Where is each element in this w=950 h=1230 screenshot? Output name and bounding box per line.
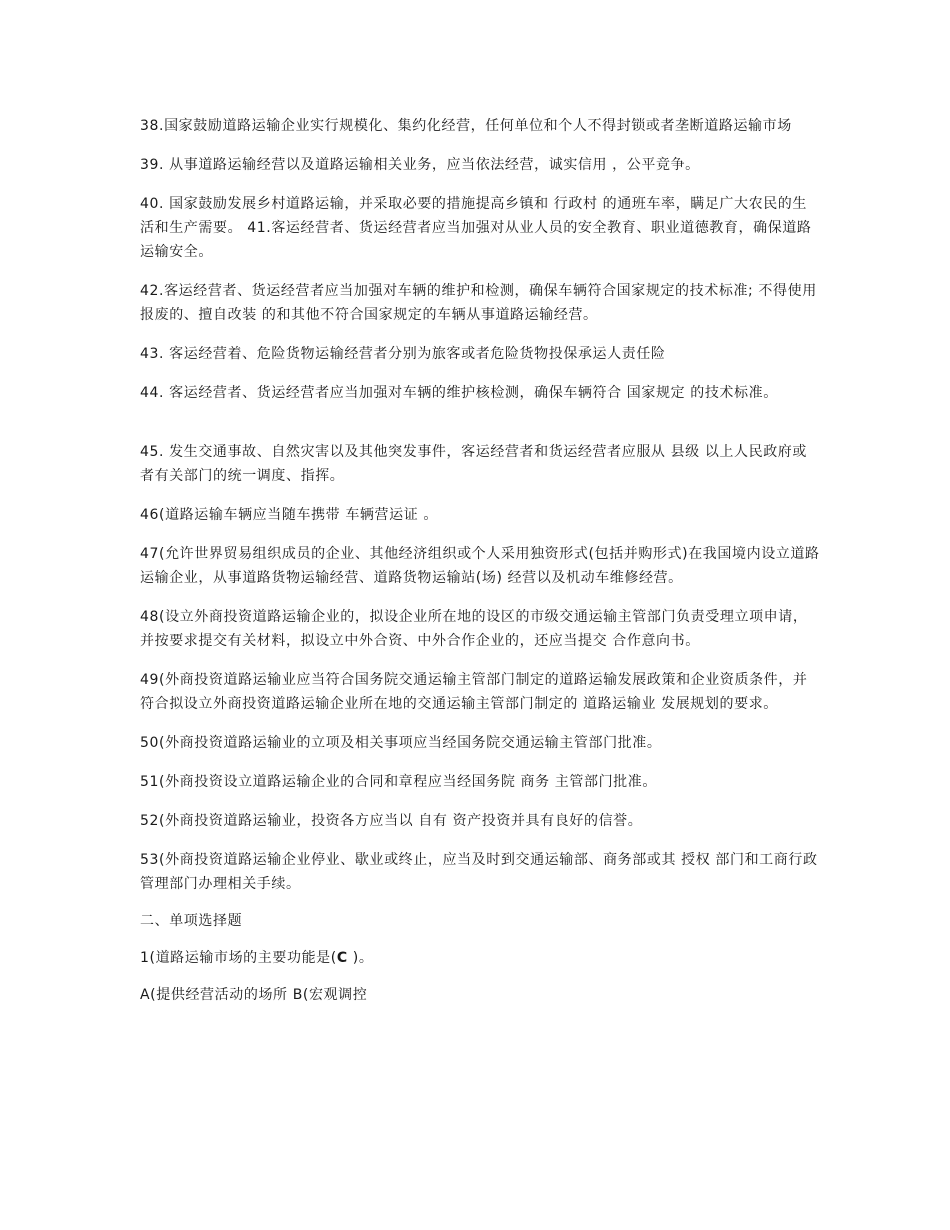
- question-1-options: A(提供经营活动的场所 B(宏观调控: [140, 987, 368, 1003]
- question-1-stem-after: )。: [347, 950, 374, 966]
- paragraph-47: 47(允许世界贸易组织成员的企业、其他经济组织或个人采用独资形式(包括并购形式)在我国境内设立道路运输企业，从事道路货物运输经营、道路货物运输站(场) 经营以及机动车维修经营。: [140, 546, 820, 586]
- section-heading: 二、单项选择题: [140, 913, 243, 929]
- question-1-stem-before: 1(道路运输市场的主要功能是(: [140, 950, 337, 966]
- paragraph-40-41: 40. 国家鼓励发展乡村道路运输，并采取必要的措施提高乡镇和 行政村 的通班车率，瞒足广大农民的生活和生产需要。 41.客运经营者、货运经营者应当加强对从业人员的安全教育、职业道德教育，确保道路运输安全。: [140, 196, 812, 260]
- question-1-answer: C: [336, 950, 348, 966]
- paragraph-42: 42.客运经营者、货运经营者应当加强对车辆的维护和检测，确保车辆符合国家规定的技术标准; 不得使用报废的、擅自改装 的和其他不符合国家规定的车辆从事道路运输经营。: [140, 283, 817, 323]
- paragraph-49: 49(外商投资道路运输业应当符合国务院交通运输主管部门制定的道路运输发展政策和企业资质条件，并符合拟设立外商投资道路运输企业所在地的交通运输主管部门制定的 道路运输业 发展规划的要求。: [140, 672, 808, 712]
- paragraph-38: 38.国家鼓励道路运输企业实行规模化、集约化经营，任何单位和个人不得封锁或者垄断道路运输市场: [140, 118, 792, 134]
- paragraph-52: 52(外商投资道路运输业，投资各方应当以 自有 资产投资并具有良好的信誉。: [140, 813, 643, 829]
- paragraph-43: 43. 客运经营着、危险货物运输经营者分别为旅客或者危险货物投保承运人责任险: [140, 346, 666, 362]
- paragraph-39: 39. 从事道路运输经营以及道路运输相关业务，应当依法经营，诚实信用 ，公平竞争。: [140, 157, 700, 173]
- question-1-stem: [140, 946, 820, 970]
- document-body: [140, 114, 820, 1007]
- paragraph-44: 44. 客运经营者、货运经营者应当加强对车辆的维护核检测，确保车辆符合 国家规定 的技术标准。: [140, 385, 778, 401]
- paragraph-45: 45. 发生交通事故、自然灾害以及其他突发事件，客运经营者和货运经营者应服从 县级 以上人民政府或者有关部门的统一调度、指挥。: [140, 444, 808, 484]
- paragraph-46: 46(道路运输车辆应当随车携带 车辆营运证 。: [140, 507, 438, 523]
- paragraph-48: 48(设立外商投资道路运输企业的，拟设企业所在地的设区的市级交通运输主管部门负责受理立项申请，并按要求提交有关材料，拟设立中外合资、中外合作企业的，还应当提交 合作意向书。: [140, 609, 808, 649]
- paragraph-50: 50(外商投资道路运输业的立项及相关事项应当经国务院交通运输主管部门批准。: [140, 735, 662, 751]
- paragraph-53: 53(外商投资道路运输企业停业、歇业或终止，应当及时到交通运输部、商务部或其 授权 部门和工商行政管理部门办理相关手续。: [140, 852, 818, 892]
- paragraph-51: 51(外商投资设立道路运输企业的合同和章程应当经国务院 商务 主管部门批准。: [140, 774, 657, 790]
